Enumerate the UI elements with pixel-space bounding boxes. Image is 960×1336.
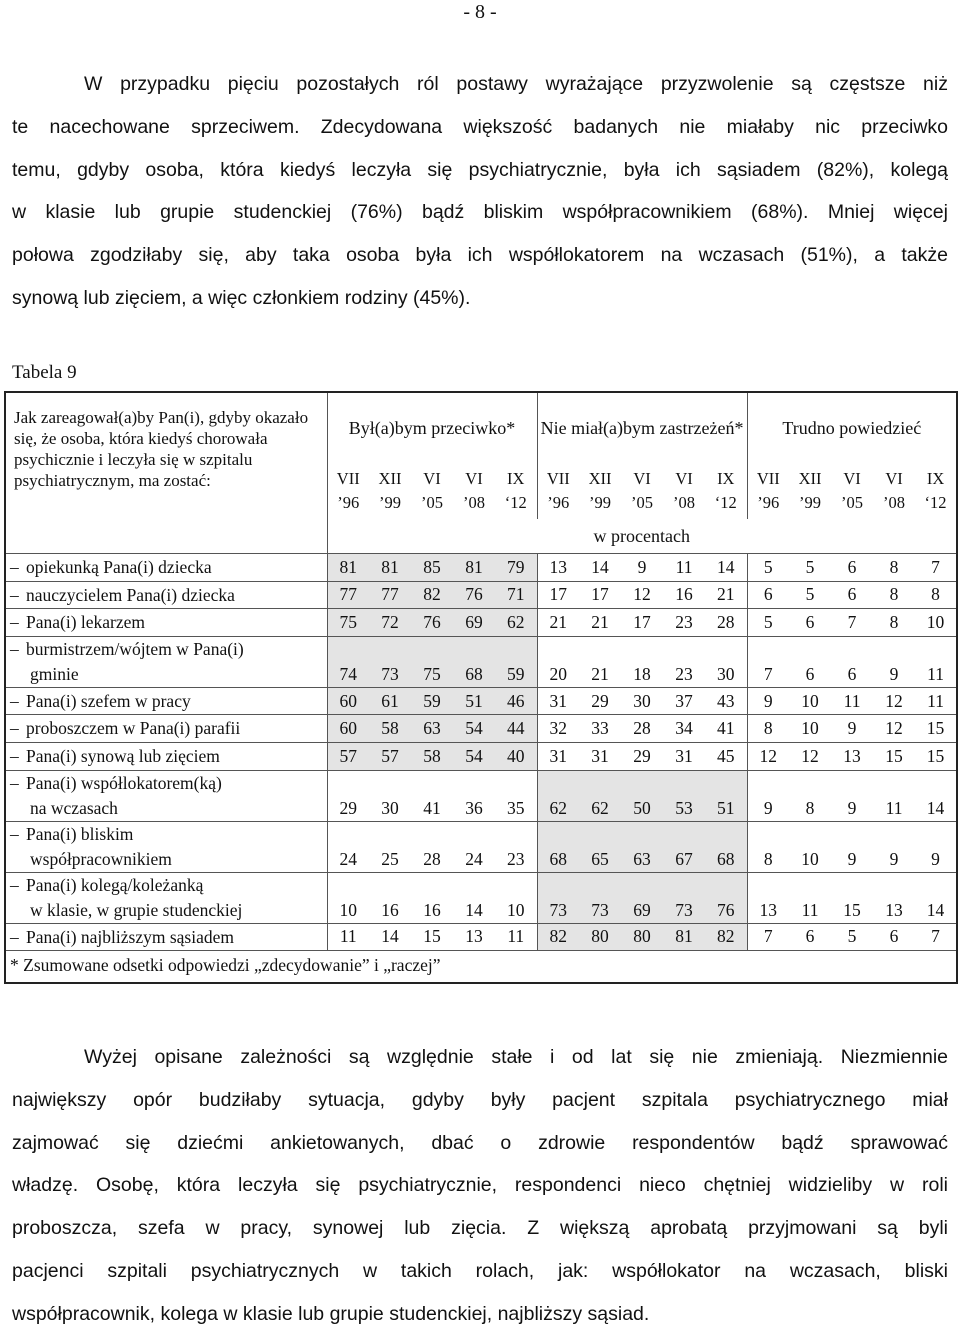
value-cell: 11 bbox=[915, 687, 957, 715]
value-cell: 50 bbox=[621, 770, 663, 821]
value-cell: 24 bbox=[327, 821, 369, 872]
page-number: - 8 - bbox=[463, 1, 497, 23]
value-cell: 9 bbox=[747, 687, 789, 715]
period-year: ’05 bbox=[421, 493, 443, 512]
value-cell: 13 bbox=[873, 872, 915, 923]
value-cell: 54 bbox=[453, 715, 495, 743]
value-cell: 10 bbox=[495, 872, 537, 923]
table-footnote: * Zsumowane odsetki odpowiedzi „zdecydowanie” i „raczej” bbox=[5, 951, 957, 984]
value-cell: 82 bbox=[537, 923, 579, 951]
row-label-text: Pana(i) szefem w pracy bbox=[26, 690, 191, 711]
value-cell: 37 bbox=[663, 687, 705, 715]
value-cell: 24 bbox=[453, 821, 495, 872]
group-header-against: Był(a)bym przeciwko* bbox=[327, 392, 537, 463]
value-cell: 14 bbox=[915, 872, 957, 923]
value-cell: 80 bbox=[621, 923, 663, 951]
value-cell: 9 bbox=[747, 770, 789, 821]
value-cell: 30 bbox=[705, 636, 747, 687]
value-cell: 21 bbox=[579, 609, 621, 637]
table-row bbox=[5, 554, 957, 582]
value-cell: 9 bbox=[873, 821, 915, 872]
value-cell: 63 bbox=[621, 821, 663, 872]
value-cell: 75 bbox=[411, 636, 453, 687]
value-cell: 5 bbox=[789, 581, 831, 609]
row-label-text: na wczasach bbox=[30, 797, 118, 818]
value-cell: 8 bbox=[873, 554, 915, 582]
value-cell: 58 bbox=[369, 715, 411, 743]
period-month: IX bbox=[717, 469, 735, 488]
row-label bbox=[5, 715, 327, 743]
value-cell: 13 bbox=[831, 742, 873, 770]
value-cell: 76 bbox=[411, 609, 453, 637]
value-cell: 51 bbox=[453, 687, 495, 715]
value-cell: 15 bbox=[831, 872, 873, 923]
period-month: IX bbox=[507, 469, 525, 488]
value-cell: 58 bbox=[411, 742, 453, 770]
value-cell: 14 bbox=[579, 554, 621, 582]
value-cell: 9 bbox=[873, 636, 915, 687]
value-cell: 8 bbox=[747, 715, 789, 743]
question-header: Jak zareagował(a)by Pan(i), gdyby okazało się, że osoba, która kiedyś chorowała psychicznie i leczyła się w szpitalu psychiatrycznym, ma zostać: bbox=[5, 392, 327, 554]
table-row bbox=[5, 636, 957, 687]
period-year: ’99 bbox=[589, 493, 612, 512]
value-cell: 73 bbox=[663, 872, 705, 923]
value-cell: 75 bbox=[327, 609, 369, 637]
table-row bbox=[5, 770, 957, 821]
value-cell: 8 bbox=[789, 770, 831, 821]
value-cell: 14 bbox=[705, 554, 747, 582]
value-cell: 9 bbox=[831, 715, 873, 743]
value-cell: 21 bbox=[537, 609, 579, 637]
dash-bullet: – bbox=[10, 557, 19, 578]
value-cell: 57 bbox=[369, 742, 411, 770]
dash-bullet: – bbox=[10, 639, 19, 660]
value-cell: 73 bbox=[537, 872, 579, 923]
value-cell: 74 bbox=[327, 636, 369, 687]
value-cell: 79 bbox=[495, 554, 537, 582]
value-cell: 15 bbox=[915, 742, 957, 770]
value-cell: 41 bbox=[411, 770, 453, 821]
value-cell: 14 bbox=[915, 770, 957, 821]
row-label-text: Pana(i) bliskim bbox=[26, 824, 134, 845]
period-month: VI bbox=[675, 469, 693, 488]
value-cell: 46 bbox=[495, 687, 537, 715]
period-month: VI bbox=[423, 469, 441, 488]
value-cell: 12 bbox=[747, 742, 789, 770]
value-cell: 40 bbox=[495, 742, 537, 770]
value-cell: 16 bbox=[663, 581, 705, 609]
dash-bullet: – bbox=[10, 746, 19, 767]
value-cell: 81 bbox=[369, 554, 411, 582]
row-label bbox=[5, 742, 327, 770]
text-line: te nacechowane sprzeciwem. Zdecydowana większość badanych nie miałaby nic przeciwko bbox=[12, 115, 948, 138]
value-cell: 35 bbox=[495, 770, 537, 821]
group-header-hard-to-say: Trudno powiedzieć bbox=[747, 392, 957, 463]
row-label-text: Pana(i) współlokatorem(ką) bbox=[26, 773, 222, 794]
value-cell: 9 bbox=[831, 821, 873, 872]
period-month: XII bbox=[798, 469, 822, 488]
value-cell: 17 bbox=[537, 581, 579, 609]
period-month: XII bbox=[588, 469, 612, 488]
dash-bullet: – bbox=[10, 584, 19, 605]
period-header bbox=[411, 463, 453, 519]
text-line: w klasie lub grupie studenckiej (76%) bądź bliskim współpracownikiem (68%). Mniej więcej bbox=[12, 201, 948, 224]
value-cell: 15 bbox=[873, 742, 915, 770]
period-month: VII bbox=[756, 469, 780, 488]
value-cell: 28 bbox=[705, 609, 747, 637]
value-cell: 9 bbox=[621, 554, 663, 582]
value-cell: 21 bbox=[705, 581, 747, 609]
period-month: VI bbox=[633, 469, 651, 488]
value-cell: 8 bbox=[747, 821, 789, 872]
paragraph-2 bbox=[12, 1036, 948, 1336]
dash-bullet: – bbox=[10, 773, 19, 794]
period-year: ’96 bbox=[547, 493, 570, 512]
row-label bbox=[5, 923, 327, 951]
period-header bbox=[873, 463, 915, 519]
value-cell: 54 bbox=[453, 742, 495, 770]
value-cell: 68 bbox=[537, 821, 579, 872]
period-header bbox=[789, 463, 831, 519]
value-cell: 5 bbox=[747, 609, 789, 637]
table-row bbox=[5, 821, 957, 872]
row-label-text: Pana(i) lekarzem bbox=[26, 612, 146, 633]
value-cell: 13 bbox=[537, 554, 579, 582]
value-cell: 7 bbox=[915, 923, 957, 951]
value-cell: 62 bbox=[579, 770, 621, 821]
table-row bbox=[5, 742, 957, 770]
value-cell: 14 bbox=[369, 923, 411, 951]
value-cell: 10 bbox=[327, 872, 369, 923]
value-cell: 29 bbox=[621, 742, 663, 770]
period-header bbox=[327, 463, 369, 519]
text-line: największy opór budziłaby sytuacja, gdyby były pacjent szpitala psychiatrycznego miał bbox=[12, 1088, 948, 1111]
unit-label: w procentach bbox=[327, 519, 957, 554]
text-line: współpracownik, kolega w klasie lub grupie studenckiej, najbliższy sąsiad. bbox=[12, 1302, 650, 1325]
value-cell: 11 bbox=[873, 770, 915, 821]
text-line: Wyżej opisane zależności są względnie stałe i od lat się nie zmieniają. Niezmiennie bbox=[84, 1046, 948, 1068]
row-label-text: proboszczem w Pana(i) parafii bbox=[26, 718, 241, 739]
period-year: ’08 bbox=[673, 493, 696, 512]
value-cell: 69 bbox=[621, 872, 663, 923]
value-cell: 41 bbox=[705, 715, 747, 743]
table-row bbox=[5, 923, 957, 951]
value-cell: 77 bbox=[369, 581, 411, 609]
value-cell: 21 bbox=[579, 636, 621, 687]
value-cell: 6 bbox=[789, 609, 831, 637]
value-cell: 82 bbox=[705, 923, 747, 951]
text-line: synową lub zięciem, a więc członkiem rodziny (45%). bbox=[12, 286, 471, 309]
period-month: VII bbox=[546, 469, 570, 488]
value-cell: 31 bbox=[579, 742, 621, 770]
row-label-text: w klasie, w grupie studenckiej bbox=[30, 899, 243, 920]
value-cell: 11 bbox=[495, 923, 537, 951]
table-row bbox=[5, 581, 957, 609]
value-cell: 16 bbox=[369, 872, 411, 923]
value-cell: 10 bbox=[789, 687, 831, 715]
value-cell: 76 bbox=[453, 581, 495, 609]
value-cell: 77 bbox=[327, 581, 369, 609]
survey-table bbox=[4, 391, 958, 984]
value-cell: 31 bbox=[537, 687, 579, 715]
value-cell: 8 bbox=[873, 581, 915, 609]
value-cell: 81 bbox=[327, 554, 369, 582]
value-cell: 5 bbox=[747, 554, 789, 582]
row-label bbox=[5, 687, 327, 715]
period-header bbox=[579, 463, 621, 519]
period-year: ‘12 bbox=[504, 493, 527, 512]
period-month: VII bbox=[336, 469, 360, 488]
period-header bbox=[705, 463, 747, 519]
value-cell: 25 bbox=[369, 821, 411, 872]
period-header bbox=[831, 463, 873, 519]
period-header bbox=[537, 463, 579, 519]
value-cell: 60 bbox=[327, 687, 369, 715]
table-row bbox=[5, 872, 957, 923]
value-cell: 6 bbox=[789, 636, 831, 687]
period-header bbox=[621, 463, 663, 519]
value-cell: 28 bbox=[411, 821, 453, 872]
value-cell: 32 bbox=[537, 715, 579, 743]
value-cell: 68 bbox=[453, 636, 495, 687]
value-cell: 81 bbox=[663, 923, 705, 951]
value-cell: 13 bbox=[453, 923, 495, 951]
row-label bbox=[5, 821, 327, 872]
value-cell: 36 bbox=[453, 770, 495, 821]
row-label-text: gminie bbox=[30, 663, 79, 684]
value-cell: 34 bbox=[663, 715, 705, 743]
value-cell: 59 bbox=[495, 636, 537, 687]
value-cell: 13 bbox=[747, 872, 789, 923]
text-line: pacjenci szpitali psychiatrycznych w takich rolach, jak: współlokator na wczasach, bliski bbox=[12, 1259, 948, 1282]
period-year: ‘12 bbox=[714, 493, 737, 512]
row-label-text: opiekunką Pana(i) dziecka bbox=[26, 557, 212, 578]
row-label-text: Pana(i) najbliższym sąsiadem bbox=[26, 926, 234, 947]
value-cell: 6 bbox=[873, 923, 915, 951]
value-cell: 11 bbox=[789, 872, 831, 923]
value-cell: 73 bbox=[579, 872, 621, 923]
value-cell: 7 bbox=[831, 609, 873, 637]
value-cell: 15 bbox=[915, 715, 957, 743]
value-cell: 28 bbox=[621, 715, 663, 743]
period-year: ‘12 bbox=[924, 493, 947, 512]
period-year: ’99 bbox=[799, 493, 822, 512]
text-line: połowa zgodziłaby się, aby taka osoba była ich współlokatorem na wczasach (51%), a także bbox=[12, 244, 948, 267]
period-year: ’08 bbox=[883, 493, 906, 512]
value-cell: 10 bbox=[915, 609, 957, 637]
table-row bbox=[5, 715, 957, 743]
table-row bbox=[5, 687, 957, 715]
row-label-text: nauczycielem Pana(i) dziecka bbox=[26, 584, 235, 605]
value-cell: 8 bbox=[915, 581, 957, 609]
value-cell: 12 bbox=[621, 581, 663, 609]
period-header bbox=[915, 463, 957, 519]
period-month: VI bbox=[885, 469, 903, 488]
text-line: władzę. Osobę, która leczyła się psychiatrycznie, respondenci nieco chętniej widzieliby w roli bbox=[12, 1174, 948, 1197]
group-header-no-objection: Nie miał(a)bym zastrzeżeń* bbox=[537, 392, 747, 463]
paragraph-1 bbox=[12, 63, 948, 320]
period-header bbox=[495, 463, 537, 519]
period-year: ’05 bbox=[841, 493, 864, 512]
row-label-text: burmistrzem/wójtem w Pana(i) bbox=[26, 639, 244, 660]
value-cell: 10 bbox=[789, 715, 831, 743]
value-cell: 6 bbox=[831, 581, 873, 609]
value-cell: 65 bbox=[579, 821, 621, 872]
value-cell: 69 bbox=[453, 609, 495, 637]
row-label bbox=[5, 636, 327, 687]
value-cell: 6 bbox=[789, 923, 831, 951]
dash-bullet: – bbox=[10, 875, 19, 896]
row-label bbox=[5, 872, 327, 923]
row-label bbox=[5, 770, 327, 821]
value-cell: 17 bbox=[579, 581, 621, 609]
value-cell: 12 bbox=[789, 742, 831, 770]
dash-bullet: – bbox=[10, 690, 19, 711]
period-month: IX bbox=[926, 469, 945, 488]
period-month: XII bbox=[378, 469, 402, 488]
value-cell: 57 bbox=[327, 742, 369, 770]
value-cell: 53 bbox=[663, 770, 705, 821]
value-cell: 62 bbox=[495, 609, 537, 637]
value-cell: 14 bbox=[453, 872, 495, 923]
value-cell: 11 bbox=[663, 554, 705, 582]
value-cell: 9 bbox=[831, 770, 873, 821]
table-caption: Tabela 9 bbox=[12, 362, 77, 383]
dash-bullet: – bbox=[10, 926, 19, 947]
value-cell: 23 bbox=[495, 821, 537, 872]
value-cell: 44 bbox=[495, 715, 537, 743]
value-cell: 43 bbox=[705, 687, 747, 715]
dash-bullet: – bbox=[10, 612, 19, 633]
period-month: VI bbox=[843, 469, 861, 488]
period-year: ’08 bbox=[463, 493, 485, 512]
period-header bbox=[663, 463, 705, 519]
value-cell: 6 bbox=[747, 581, 789, 609]
value-cell: 12 bbox=[873, 687, 915, 715]
value-cell: 7 bbox=[915, 554, 957, 582]
value-cell: 7 bbox=[747, 636, 789, 687]
value-cell: 10 bbox=[789, 821, 831, 872]
value-cell: 63 bbox=[411, 715, 453, 743]
value-cell: 5 bbox=[789, 554, 831, 582]
value-cell: 81 bbox=[453, 554, 495, 582]
value-cell: 72 bbox=[369, 609, 411, 637]
value-cell: 6 bbox=[831, 636, 873, 687]
value-cell: 61 bbox=[369, 687, 411, 715]
value-cell: 9 bbox=[915, 821, 957, 872]
row-label bbox=[5, 554, 327, 582]
value-cell: 6 bbox=[831, 554, 873, 582]
value-cell: 33 bbox=[579, 715, 621, 743]
dash-bullet: – bbox=[10, 718, 19, 739]
value-cell: 73 bbox=[369, 636, 411, 687]
value-cell: 23 bbox=[663, 636, 705, 687]
period-year: ’96 bbox=[337, 493, 360, 512]
value-cell: 23 bbox=[663, 609, 705, 637]
period-year: ’05 bbox=[631, 493, 654, 512]
value-cell: 29 bbox=[327, 770, 369, 821]
row-label-text: współpracownikiem bbox=[30, 848, 172, 869]
text-line: temu, gdyby osoba, która kiedyś leczyła się psychiatrycznie, była ich sąsiadem (82%), kolegą bbox=[12, 158, 948, 181]
value-cell: 11 bbox=[915, 636, 957, 687]
period-header bbox=[369, 463, 411, 519]
dash-bullet: – bbox=[10, 824, 19, 845]
value-cell: 30 bbox=[369, 770, 411, 821]
value-cell: 67 bbox=[663, 821, 705, 872]
value-cell: 68 bbox=[705, 821, 747, 872]
value-cell: 5 bbox=[831, 923, 873, 951]
value-cell: 18 bbox=[621, 636, 663, 687]
value-cell: 16 bbox=[411, 872, 453, 923]
row-label-text: Pana(i) kolegą/koleżanką bbox=[26, 875, 204, 896]
period-month: VI bbox=[465, 469, 483, 488]
text-line: proboszcza, szefa w pracy, synowej lub zięcia. Z większą aprobatą przyjmowani są byli bbox=[12, 1217, 948, 1240]
value-cell: 31 bbox=[663, 742, 705, 770]
value-cell: 71 bbox=[495, 581, 537, 609]
value-cell: 12 bbox=[873, 715, 915, 743]
row-label-text: Pana(i) synową lub zięciem bbox=[26, 746, 220, 767]
value-cell: 85 bbox=[411, 554, 453, 582]
value-cell: 80 bbox=[579, 923, 621, 951]
table-row bbox=[5, 609, 957, 637]
value-cell: 62 bbox=[537, 770, 579, 821]
period-header bbox=[747, 463, 789, 519]
value-cell: 20 bbox=[537, 636, 579, 687]
value-cell: 11 bbox=[831, 687, 873, 715]
value-cell: 60 bbox=[327, 715, 369, 743]
value-cell: 45 bbox=[705, 742, 747, 770]
value-cell: 17 bbox=[621, 609, 663, 637]
value-cell: 82 bbox=[411, 581, 453, 609]
period-year: ’99 bbox=[379, 493, 401, 512]
value-cell: 29 bbox=[579, 687, 621, 715]
value-cell: 51 bbox=[705, 770, 747, 821]
value-cell: 15 bbox=[411, 923, 453, 951]
value-cell: 30 bbox=[621, 687, 663, 715]
text-line: zajmować się dziećmi ankietowanych, dbać o zdrowie respondentów bądź sprawować bbox=[12, 1131, 948, 1154]
value-cell: 8 bbox=[873, 609, 915, 637]
value-cell: 76 bbox=[705, 872, 747, 923]
value-cell: 31 bbox=[537, 742, 579, 770]
value-cell: 11 bbox=[327, 923, 369, 951]
text-line: W przypadku pięciu pozostałych ról postawy wyrażające przyzwolenie są częstsze niż bbox=[84, 73, 948, 95]
period-year: ’96 bbox=[757, 493, 780, 512]
value-cell: 7 bbox=[747, 923, 789, 951]
value-cell: 59 bbox=[411, 687, 453, 715]
period-header bbox=[453, 463, 495, 519]
row-label bbox=[5, 609, 327, 637]
row-label bbox=[5, 581, 327, 609]
